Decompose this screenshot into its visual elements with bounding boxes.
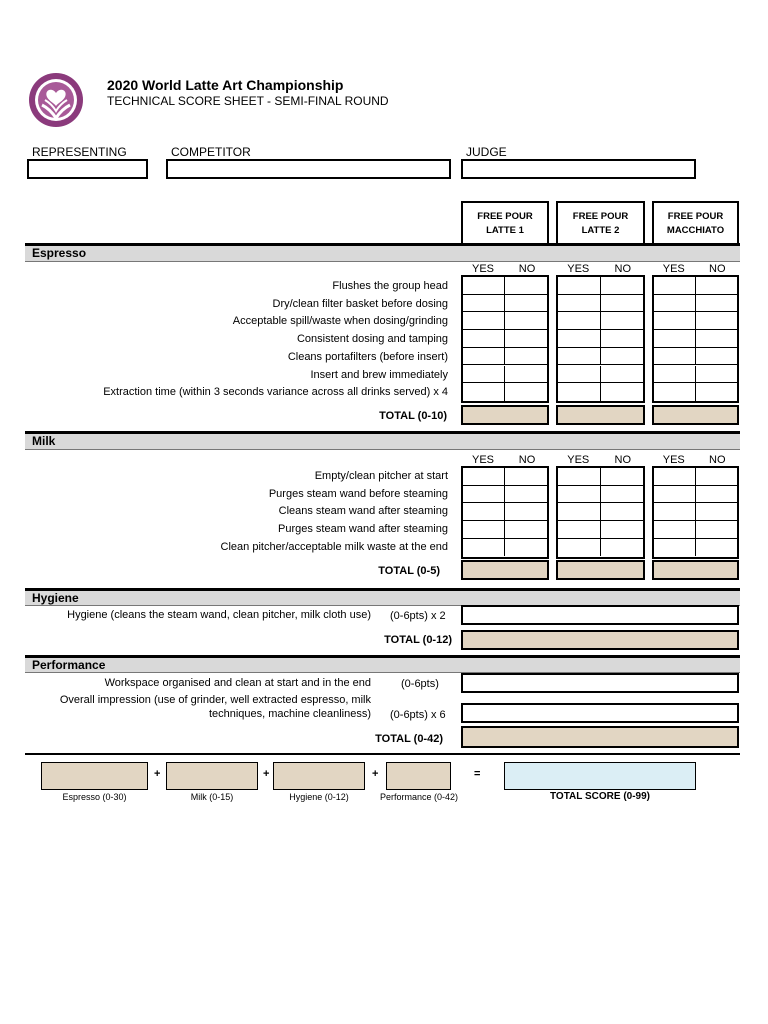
- espresso-checkbox-no[interactable]: [601, 348, 644, 366]
- summary-espresso-label: Espresso (0-30): [62, 792, 127, 802]
- judge-label: JUDGE: [466, 145, 507, 159]
- milk-checkbox-yes[interactable]: [463, 486, 505, 504]
- espresso-checkbox-yes[interactable]: [463, 277, 505, 295]
- espresso-checkbox-no[interactable]: [696, 330, 738, 348]
- milk-checkbox-yes[interactable]: [654, 503, 696, 521]
- espresso-checkbox-yes[interactable]: [558, 366, 601, 384]
- milk-checkbox-yes[interactable]: [654, 486, 696, 504]
- milk-checkbox-no[interactable]: [601, 503, 644, 521]
- plus-sign-2: +: [263, 768, 270, 780]
- performance-total-field[interactable]: [461, 726, 739, 748]
- milk-checkbox-yes[interactable]: [558, 521, 601, 539]
- summary-espresso-field[interactable]: [41, 762, 148, 790]
- milk-checkbox-no[interactable]: [601, 521, 644, 539]
- plus-sign-3: +: [372, 768, 379, 780]
- espresso-criterion: Flushes the group head: [332, 280, 448, 292]
- total-score-field[interactable]: [504, 762, 696, 790]
- hygiene-points: (0-6pts) x 2: [390, 610, 446, 622]
- milk-checkbox-yes[interactable]: [558, 468, 601, 486]
- representing-field[interactable]: [27, 159, 148, 179]
- espresso-checkbox-no[interactable]: [505, 348, 547, 366]
- milk-checkbox-no[interactable]: [505, 486, 547, 504]
- competitor-label: COMPETITOR: [171, 145, 251, 159]
- milk-no-header-latte-2: NO: [614, 454, 631, 466]
- hygiene-total-field[interactable]: [461, 630, 739, 650]
- espresso-checkbox-no[interactable]: [505, 366, 547, 384]
- espresso-checkbox-yes[interactable]: [654, 348, 696, 366]
- espresso-yes-header-latte-1: YES: [471, 263, 494, 275]
- section-performance: Performance: [25, 655, 740, 673]
- espresso-total-label: TOTAL (0-10): [379, 410, 447, 422]
- performance-workspace-field[interactable]: [461, 673, 739, 693]
- section-espresso: Espresso: [25, 243, 740, 262]
- milk-checkbox-no[interactable]: [696, 486, 738, 504]
- column-latte-2: FREE POUR LATTE 2: [556, 201, 645, 245]
- performance-points-workspace: (0-6pts): [401, 678, 439, 690]
- milk-total-latte-2[interactable]: [556, 560, 645, 580]
- milk-checkbox-no[interactable]: [505, 521, 547, 539]
- espresso-checkbox-no[interactable]: [601, 312, 644, 330]
- espresso-checkbox-no[interactable]: [696, 383, 738, 401]
- espresso-criterion: Acceptable spill/waste when dosing/grinding: [232, 315, 448, 328]
- section-hygiene: Hygiene: [25, 588, 740, 606]
- espresso-checkbox-yes[interactable]: [463, 330, 505, 348]
- espresso-checkbox-no[interactable]: [601, 366, 644, 384]
- milk-grid-latte-2: [556, 466, 645, 559]
- espresso-criterion: Dry/clean filter basket before dosing: [272, 297, 448, 310]
- summary-performance-field[interactable]: [386, 762, 451, 790]
- milk-checkbox-yes[interactable]: [463, 503, 505, 521]
- milk-yes-header-latte-1: YES: [471, 454, 494, 466]
- espresso-total-latte-2[interactable]: [556, 405, 645, 425]
- summary-hygiene-label: Hygiene (0-12): [289, 792, 349, 802]
- milk-criterion: Purges steam wand after steaming: [278, 523, 448, 536]
- espresso-checkbox-yes[interactable]: [654, 312, 696, 330]
- espresso-checkbox-no[interactable]: [696, 348, 738, 366]
- espresso-checkbox-yes[interactable]: [558, 312, 601, 330]
- milk-no-header-macchiato: NO: [709, 454, 726, 466]
- milk-total-label: TOTAL (0-5): [378, 565, 440, 577]
- representing-label: REPRESENTING: [32, 145, 127, 159]
- milk-criterion: Purges steam wand before steaming: [268, 487, 448, 500]
- performance-total-label: TOTAL (0-42): [375, 733, 443, 745]
- judge-field[interactable]: [461, 159, 696, 179]
- milk-checkbox-yes[interactable]: [558, 503, 601, 521]
- milk-checkbox-yes[interactable]: [558, 539, 601, 557]
- milk-checkbox-no[interactable]: [505, 539, 547, 557]
- espresso-checkbox-no[interactable]: [601, 383, 644, 401]
- espresso-checkbox-no[interactable]: [505, 277, 547, 295]
- milk-total-latte-1[interactable]: [461, 560, 549, 580]
- hygiene-score-field[interactable]: [461, 605, 739, 625]
- espresso-checkbox-yes[interactable]: [463, 366, 505, 384]
- milk-checkbox-no[interactable]: [696, 503, 738, 521]
- espresso-no-header-latte-1: NO: [518, 263, 536, 275]
- milk-checkbox-no[interactable]: [505, 503, 547, 521]
- milk-checkbox-no[interactable]: [696, 539, 738, 557]
- espresso-no-header-macchiato: NO: [709, 263, 726, 275]
- espresso-checkbox-yes[interactable]: [463, 295, 505, 313]
- espresso-yes-header-macchiato: YES: [662, 263, 685, 275]
- espresso-checkbox-no[interactable]: [505, 312, 547, 330]
- milk-checkbox-yes[interactable]: [463, 521, 505, 539]
- milk-checkbox-yes[interactable]: [654, 521, 696, 539]
- espresso-checkbox-no[interactable]: [601, 295, 644, 313]
- espresso-checkbox-no[interactable]: [505, 383, 547, 401]
- milk-total-macchiato[interactable]: [652, 560, 739, 580]
- espresso-criterion: Cleans portafilters (before insert): [287, 350, 448, 363]
- espresso-checkbox-yes[interactable]: [558, 277, 601, 295]
- milk-checkbox-no[interactable]: [601, 468, 644, 486]
- milk-criterion: Clean pitcher/acceptable milk waste at the end: [220, 540, 448, 553]
- milk-checkbox-no[interactable]: [696, 468, 738, 486]
- espresso-checkbox-yes[interactable]: [654, 383, 696, 401]
- plus-sign-1: +: [154, 768, 161, 780]
- espresso-checkbox-yes[interactable]: [463, 348, 505, 366]
- espresso-checkbox-yes[interactable]: [463, 312, 505, 330]
- espresso-checkbox-no[interactable]: [696, 295, 738, 313]
- espresso-checkbox-yes[interactable]: [654, 295, 696, 313]
- espresso-checkbox-yes[interactable]: [463, 383, 505, 401]
- espresso-checkbox-yes[interactable]: [558, 348, 601, 366]
- espresso-grid-macchiato: [652, 275, 739, 403]
- espresso-checkbox-no[interactable]: [505, 330, 547, 348]
- espresso-grid-latte-2: [556, 275, 645, 403]
- espresso-checkbox-yes[interactable]: [558, 383, 601, 401]
- milk-criterion: Empty/clean pitcher at start: [314, 470, 448, 482]
- hygiene-criterion: Hygiene (cleans the steam wand, clean pitcher, milk cloth use): [67, 609, 371, 621]
- espresso-yes-header-latte-2: YES: [567, 263, 590, 275]
- milk-yes-header-macchiato: YES: [662, 454, 685, 466]
- section-milk: Milk: [25, 431, 740, 450]
- espresso-checkbox-yes[interactable]: [558, 330, 601, 348]
- milk-checkbox-yes[interactable]: [558, 486, 601, 504]
- espresso-checkbox-no[interactable]: [696, 366, 738, 384]
- performance-criterion-overall-1: Overall impression (use of grinder, well extracted espresso, milk: [59, 694, 371, 706]
- espresso-total-latte-1[interactable]: [461, 405, 549, 425]
- milk-checkbox-yes[interactable]: [463, 468, 505, 486]
- milk-checkbox-yes[interactable]: [463, 539, 505, 557]
- milk-no-header-latte-1: NO: [518, 454, 536, 466]
- milk-checkbox-yes[interactable]: [654, 539, 696, 557]
- espresso-checkbox-yes[interactable]: [654, 330, 696, 348]
- espresso-checkbox-no[interactable]: [505, 295, 547, 313]
- espresso-no-header-latte-2: NO: [614, 263, 631, 275]
- page-title: 2020 World Latte Art Championship: [107, 77, 344, 93]
- espresso-checkbox-no[interactable]: [696, 277, 738, 295]
- espresso-criterion: Insert and brew immediately: [310, 368, 448, 381]
- milk-grid-latte-1: [461, 466, 549, 559]
- logo: [28, 72, 84, 128]
- espresso-total-macchiato[interactable]: [652, 405, 739, 425]
- milk-criterion: Cleans steam wand after steaming: [278, 505, 448, 518]
- performance-points-overall: (0-6pts) x 6: [390, 709, 446, 721]
- summary-divider: [25, 753, 740, 755]
- espresso-checkbox-no[interactable]: [601, 330, 644, 348]
- milk-yes-header-latte-2: YES: [567, 454, 590, 466]
- column-latte-1: FREE POUR LATTE 1: [461, 201, 549, 245]
- espresso-checkbox-yes[interactable]: [654, 366, 696, 384]
- performance-criterion-workspace: Workspace organised and clean at start and in the end: [104, 677, 371, 689]
- equals-sign: =: [474, 768, 481, 780]
- summary-hygiene-field[interactable]: [273, 762, 365, 790]
- performance-criterion-overall-2: techniques, machine cleanliness): [208, 708, 371, 720]
- summary-milk-field[interactable]: [166, 762, 258, 790]
- summary-milk-label: Milk (0-15): [190, 792, 234, 802]
- competitor-field[interactable]: [166, 159, 451, 179]
- espresso-criterion: Extraction time (within 3 seconds variance across all drinks served) x 4: [103, 386, 448, 399]
- espresso-grid-latte-1: [461, 275, 549, 403]
- milk-checkbox-no[interactable]: [696, 521, 738, 539]
- hygiene-total-label: TOTAL (0-12): [384, 634, 452, 646]
- summary-performance-label: Performance (0-42): [379, 792, 459, 802]
- espresso-criterion: Consistent dosing and tamping: [296, 333, 448, 346]
- page-subtitle: TECHNICAL SCORE SHEET - SEMI-FINAL ROUND: [107, 94, 389, 108]
- espresso-checkbox-no[interactable]: [696, 312, 738, 330]
- milk-checkbox-no[interactable]: [601, 539, 644, 557]
- latte-heart-logo-icon: [28, 72, 84, 128]
- espresso-checkbox-yes[interactable]: [558, 295, 601, 313]
- espresso-checkbox-no[interactable]: [601, 277, 644, 295]
- column-macchiato: FREE POUR MACCHIATO: [652, 201, 739, 245]
- milk-checkbox-yes[interactable]: [654, 468, 696, 486]
- total-score-label: TOTAL SCORE (0-99): [549, 791, 650, 802]
- milk-checkbox-no[interactable]: [601, 486, 644, 504]
- espresso-checkbox-yes[interactable]: [654, 277, 696, 295]
- milk-checkbox-no[interactable]: [505, 468, 547, 486]
- milk-grid-macchiato: [652, 466, 739, 559]
- performance-overall-field[interactable]: [461, 703, 739, 723]
